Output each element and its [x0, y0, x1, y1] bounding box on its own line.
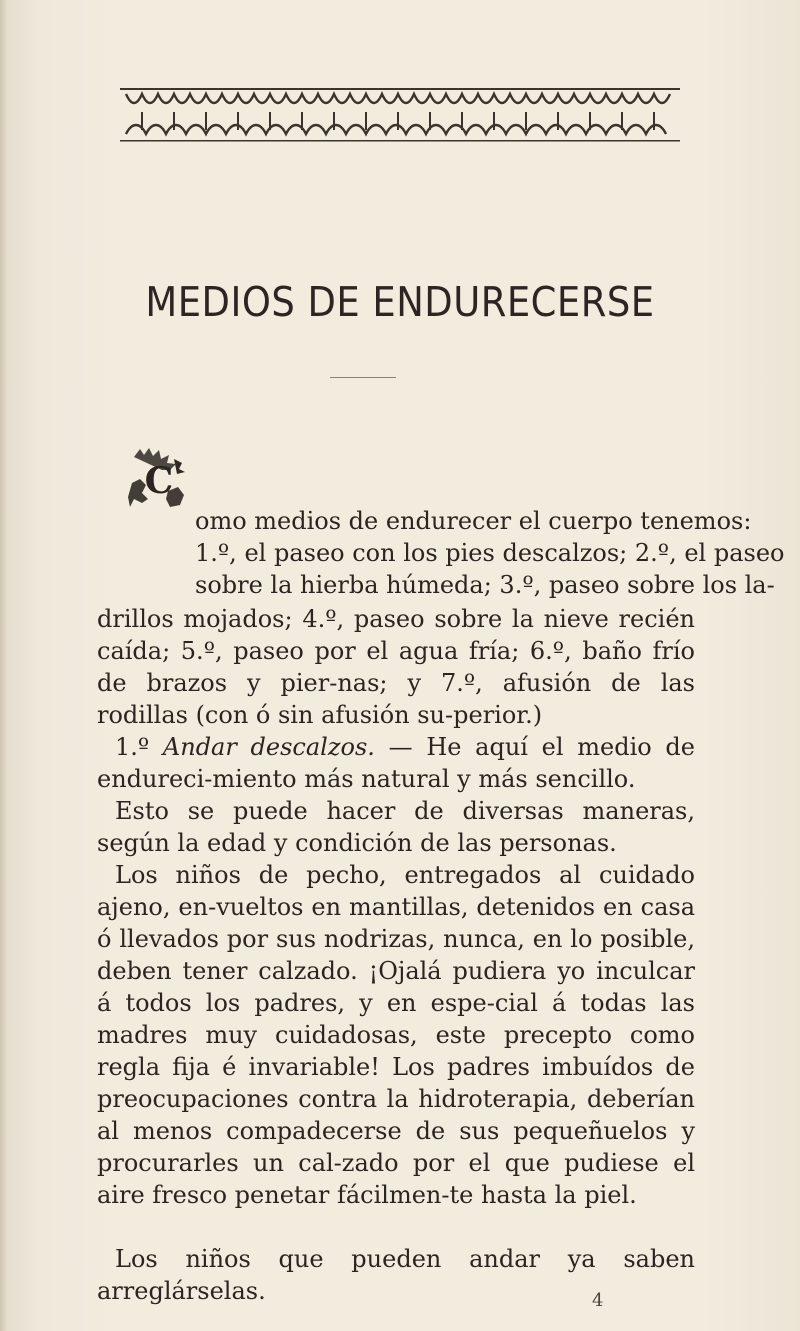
ornament-motifs	[126, 94, 670, 134]
opening-paragraph-rest: drillos mojados; 4.º, paseo sobre la nieve recién caída; 5.º, paseo por el agua fría; 6.º, baño frío de brazos y pier-nas; y 7.º, afusión de las rodillas (con ó sin afusión su-perior.)	[97, 605, 695, 729]
opening-line-1: omo medios de endurecer el cuerpo tenemos:	[195, 507, 752, 535]
section-1-paragraph	[97, 731, 695, 795]
opening-line-3: sobre la hierba húmeda; 3.º, paseo sobre los la-	[195, 571, 775, 599]
page-binding-edge	[0, 0, 8, 1331]
paragraph-esto: Esto se puede hacer de diversas maneras, según la edad y condición de las personas.	[97, 797, 695, 857]
page-number: 4	[592, 1290, 604, 1311]
chapter-title: MEDIOS DE ENDURECERSE	[145, 278, 655, 326]
paragraph-ninos-andar: Los niños que pueden andar ya saben arreglárselas.	[97, 1245, 695, 1305]
section-1-text: — He aquí el medio de endureci-miento más natural y más sencillo.	[97, 733, 695, 793]
opening-line-2: 1.º, el paseo con los pies descalzos; 2.º, el paseo	[195, 539, 785, 567]
decorative-dropcap	[128, 445, 190, 515]
section-1-number: 1.º	[115, 733, 150, 761]
paragraph-ninos-de-pecho: Los niños de pecho, entregados al cuidado ajeno, en-vueltos en mantillas, detenidos en casa ó llevados por sus nodrizas, nunca, en lo posible, deben tener calzado. ¡Ojalá pudiera yo inculcar á todos los padres, y en espe-cial á todas las madres muy cuidadosas, este precepto como regla fija é invariable! Los padres imbuídos de preocupaciones contra la hidroterapia, deberían al menos compadecerse de sus pequeñuelos y procurarles un cal-zado por el que pudiese el aire fresco penetar fácilmen-te hasta la piel.	[97, 861, 695, 1209]
section-1-heading: Andar descalzos.	[162, 733, 375, 761]
dropcap-letter: C	[144, 460, 174, 502]
decorative-border-ornament	[120, 88, 680, 144]
title-divider-rule	[330, 377, 396, 378]
